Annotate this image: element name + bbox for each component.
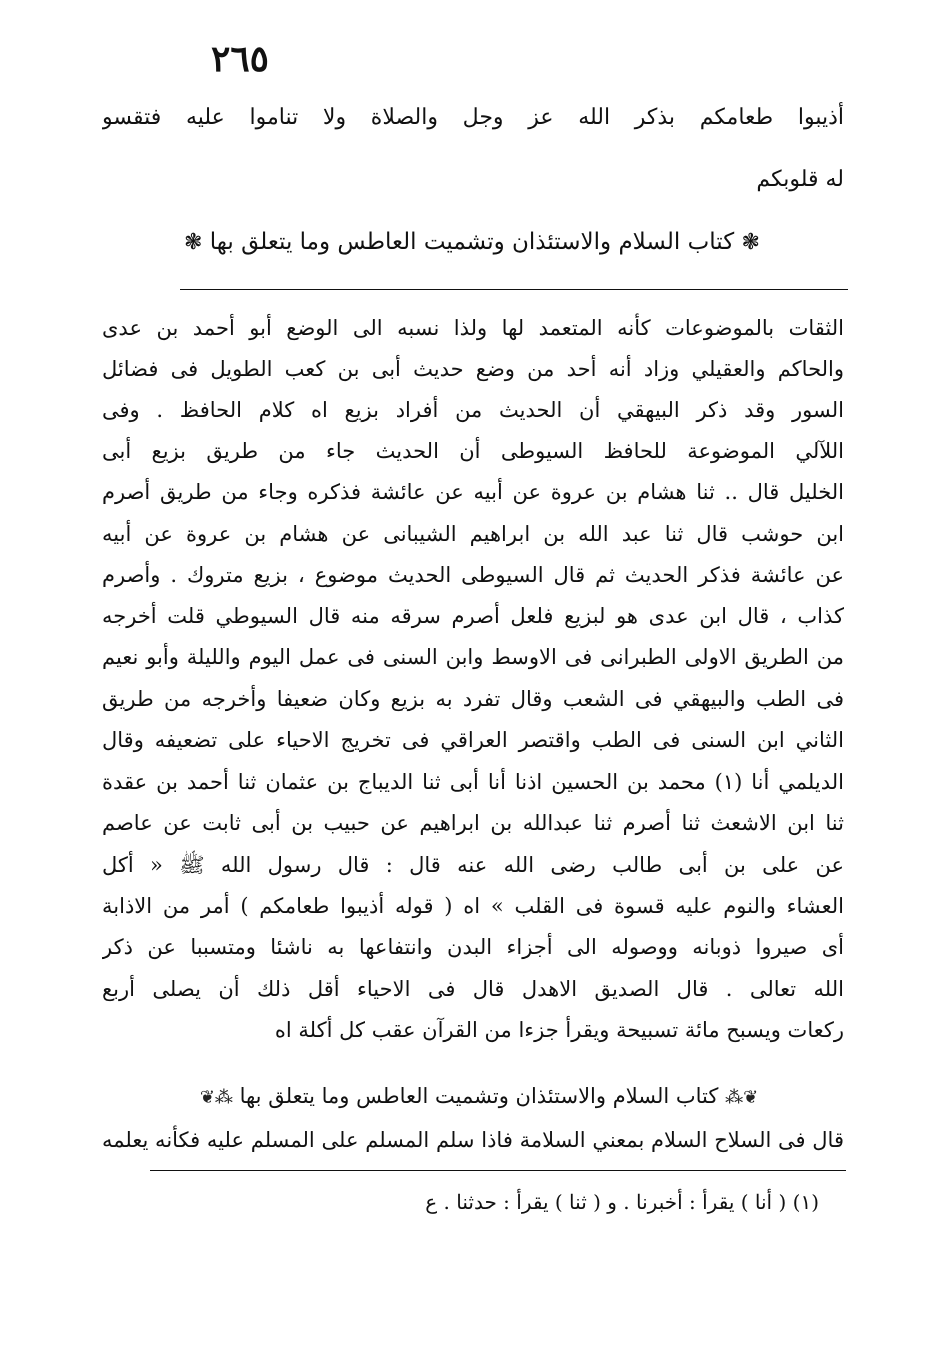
title-ornament-left: ❃ — [184, 230, 203, 255]
commentary-line: أى صيروا ذوبانه ووصوله الى أجزاء البدن وانتفاعها به ناشئا ومتسببا عن ذكر — [102, 935, 844, 959]
title-ornament-right: ❃ — [741, 230, 760, 255]
commentary-line: ركعات ويسبح مائة تسبيحة ويقرأ جزءا من القرآن عقب كل أكلة اه — [274, 1018, 844, 1042]
book-title — [150, 222, 794, 263]
section-subheading — [174, 1076, 784, 1118]
commentary-line: فى الطب والبيهقي فى الشعب وقال تفرد به بزيع وكان ضعيفا وأخرجه من طريق — [102, 687, 844, 711]
footnote-rule — [150, 1170, 846, 1171]
commentary-line: ثنا ابن الاشعث ثنا أصرم ثنا عبدالله بن ابراهيم عن حبيب بن أبى ثابت عن عاصم — [102, 811, 844, 835]
commentary-line: الله تعالى . قال الصديق الاهدل قال فى الاحياء أقل ذلك أن يصلى أربع — [102, 977, 844, 1001]
commentary-line: الديلمي أنا (١) محمد بن الحسين اذنا أنا أبى ثنا الديباج بن عثمان ثنا أحمد بن عقدة — [102, 770, 844, 794]
commentary-line: الثاني ابن السنى فى الطب واقتصر العراقي فى تخريج الاحياء على تضعيفه وقال — [102, 728, 844, 752]
hadith-line-1: أذيبوا طعامكم بذكر الله عز وجل والصلاة ولا تناموا عليه فتقسو — [102, 105, 844, 130]
commentary-line: والحاكم والعقيلي وزاد أنه أحد من وضع حديث أبى بن كعب الطويل فى فضائل — [102, 357, 844, 381]
commentary-line: عن على بن أبى طالب رضى الله عنه قال : قال رسول الله ﷺ « أكل — [102, 853, 844, 877]
commentary-line: من الطريق الاولى الطبرانى فى الاوسط وابن السنى فى عمل اليوم والليلة وأبو نعيم — [102, 645, 844, 669]
commentary-line: الثقات بالموضوعات كأنه المتعمد لها ولذا نسبه الى الوضع أبو أحمد بن عدى — [102, 316, 844, 340]
subheading-ornament-left: ⁂❦ — [199, 1087, 233, 1108]
commentary-line: اللآلي الموضوعة للحافظ السيوطى أن الحديث جاء من طريق بزيع أبى — [102, 439, 844, 463]
commentary-line: عن عائشة فذكر الحديث ثم قال السيوطى الحديث موضوع ، بزيع متروك . وأصرم — [102, 563, 844, 587]
commentary-line: العشاء والنوم عليه قسوة فى القلب » اه ( قوله أذيبوا طعامكم ) أمر من الاذابة — [102, 894, 844, 918]
separator-rule — [180, 289, 848, 290]
page-number: ٢٦٥ — [210, 38, 269, 80]
commentary-line: كذاب ، قال ابن عدى هو لبزيع فلعل أصرم سرقه منه قال السيوطي قلت أخرجه — [102, 604, 844, 628]
commentary-line: السور وقد ذكر البيهقي أن الحديث من أفراد بزيع اه كلام الحافظ . وفى — [102, 398, 844, 422]
commentary-line: ابن حوشب قال ثنا عبد الله بن ابراهيم الشيبانى عن هشام بن عروة عن أبيه — [102, 522, 844, 546]
hadith-line-2: له قلوبكم — [756, 167, 844, 192]
subheading-text: كتاب السلام والاستئذان وتشميت العاطس وما يتعلق بها — [239, 1084, 719, 1108]
last-commentary-line: قال فى السلاح السلام بمعني السلامة فاذا سلم المسلم على المسلم عليه فكأنه يعلمه — [102, 1128, 844, 1152]
footnote: (١) ( أنا ) يقرأ : أخبرنا . و ( ثنا ) يقرأ : حدثنا . ع — [425, 1190, 819, 1214]
commentary-line: الخليل قال .. ثنا هشام بن عروة عن أبيه عن عائشة فذكره وجاء من طريق أصرم — [102, 480, 844, 504]
book-title-text: كتاب السلام والاستئذان وتشميت العاطس وما يتعلق بها — [209, 229, 735, 255]
subheading-ornament-right: ❦⁂ — [725, 1087, 759, 1108]
